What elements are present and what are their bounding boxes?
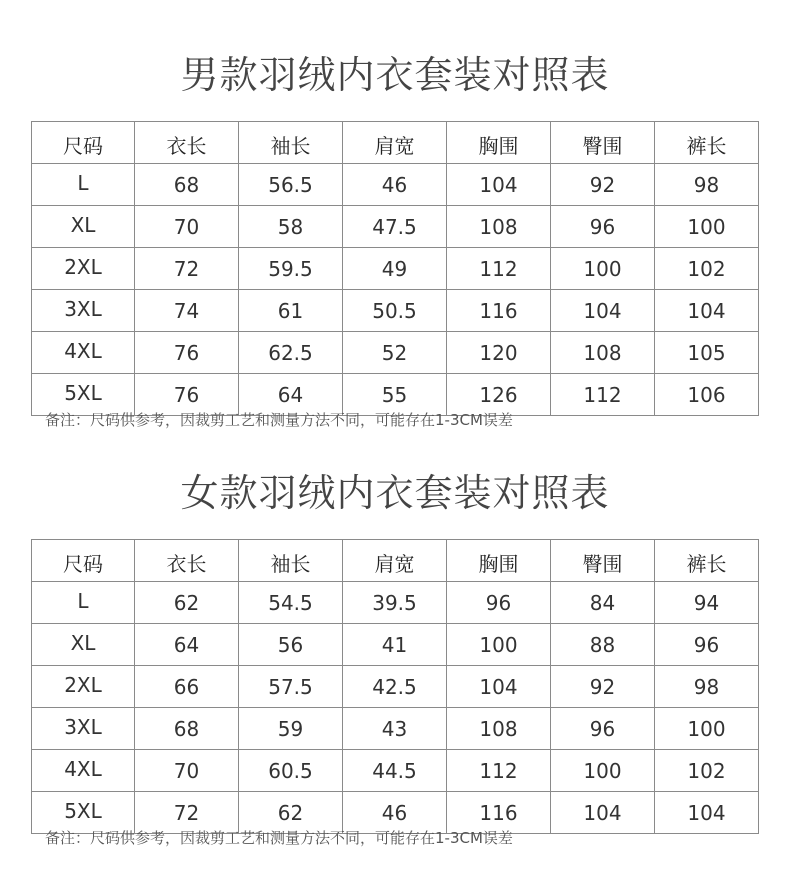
women-size-table xyxy=(31,539,759,834)
cell-shoulder: 47.5 xyxy=(343,206,447,248)
table-row xyxy=(32,332,759,374)
cell-pants-length: 102 xyxy=(655,248,759,290)
cell-sleeve: 60.5 xyxy=(239,750,343,792)
cell-chest: 100 xyxy=(447,624,551,666)
header-hip: 臀围 xyxy=(551,122,655,164)
cell-sleeve: 62.5 xyxy=(239,332,343,374)
cell-chest: 96 xyxy=(447,582,551,624)
table-row xyxy=(32,248,759,290)
header-hip: 臀围 xyxy=(551,540,655,582)
header-size: 尺码 xyxy=(32,540,135,582)
table-header-row xyxy=(32,122,759,164)
cell-sleeve: 57.5 xyxy=(239,666,343,708)
cell-shoulder: 41 xyxy=(343,624,447,666)
cell-chest: 120 xyxy=(447,332,551,374)
cell-shoulder: 46 xyxy=(343,792,447,834)
cell-length: 70 xyxy=(135,206,239,248)
cell-size: 5XL xyxy=(32,374,135,416)
table-row xyxy=(32,624,759,666)
cell-sleeve: 64 xyxy=(239,374,343,416)
cell-hip: 100 xyxy=(551,248,655,290)
cell-sleeve: 59.5 xyxy=(239,248,343,290)
cell-chest: 108 xyxy=(447,708,551,750)
cell-pants-length: 104 xyxy=(655,792,759,834)
cell-size: 4XL xyxy=(32,332,135,374)
table-row xyxy=(32,206,759,248)
cell-length: 76 xyxy=(135,332,239,374)
cell-pants-length: 98 xyxy=(655,164,759,206)
table-row xyxy=(32,750,759,792)
cell-sleeve: 54.5 xyxy=(239,582,343,624)
table-row xyxy=(32,582,759,624)
cell-shoulder: 55 xyxy=(343,374,447,416)
cell-chest: 116 xyxy=(447,792,551,834)
cell-size: XL xyxy=(32,206,135,248)
cell-hip: 88 xyxy=(551,624,655,666)
men-size-note: 备注：尺码供参考，因裁剪工艺和测量方法不同，可能存在1-3CM误差 xyxy=(45,411,513,429)
cell-length: 70 xyxy=(135,750,239,792)
cell-chest: 126 xyxy=(447,374,551,416)
cell-hip: 92 xyxy=(551,666,655,708)
header-chest: 胸围 xyxy=(447,540,551,582)
women-size-note: 备注：尺码供参考，因裁剪工艺和测量方法不同，可能存在1-3CM误差 xyxy=(45,829,513,847)
cell-pants-length: 102 xyxy=(655,750,759,792)
cell-chest: 112 xyxy=(447,248,551,290)
cell-hip: 104 xyxy=(551,792,655,834)
cell-length: 72 xyxy=(135,792,239,834)
cell-pants-length: 96 xyxy=(655,624,759,666)
cell-hip: 104 xyxy=(551,290,655,332)
cell-length: 62 xyxy=(135,582,239,624)
cell-shoulder: 49 xyxy=(343,248,447,290)
cell-shoulder: 52 xyxy=(343,332,447,374)
men-size-table xyxy=(31,121,759,416)
cell-shoulder: 50.5 xyxy=(343,290,447,332)
cell-length: 76 xyxy=(135,374,239,416)
cell-hip: 108 xyxy=(551,332,655,374)
cell-shoulder: 43 xyxy=(343,708,447,750)
cell-sleeve: 59 xyxy=(239,708,343,750)
cell-sleeve: 56 xyxy=(239,624,343,666)
cell-hip: 96 xyxy=(551,206,655,248)
cell-length: 74 xyxy=(135,290,239,332)
table-row xyxy=(32,708,759,750)
cell-chest: 104 xyxy=(447,666,551,708)
women-table-title: 女款羽绒内衣套装对照表 xyxy=(180,471,610,515)
cell-length: 68 xyxy=(135,164,239,206)
cell-hip: 100 xyxy=(551,750,655,792)
cell-pants-length: 98 xyxy=(655,666,759,708)
cell-size: L xyxy=(32,164,135,206)
header-sleeve: 袖长 xyxy=(239,540,343,582)
cell-pants-length: 104 xyxy=(655,290,759,332)
cell-size: 3XL xyxy=(32,708,135,750)
table-header-row xyxy=(32,540,759,582)
cell-shoulder: 39.5 xyxy=(343,582,447,624)
cell-chest: 108 xyxy=(447,206,551,248)
table-row xyxy=(32,666,759,708)
cell-chest: 112 xyxy=(447,750,551,792)
cell-length: 66 xyxy=(135,666,239,708)
cell-sleeve: 56.5 xyxy=(239,164,343,206)
cell-size: XL xyxy=(32,624,135,666)
cell-hip: 112 xyxy=(551,374,655,416)
cell-sleeve: 62 xyxy=(239,792,343,834)
cell-length: 64 xyxy=(135,624,239,666)
table-row xyxy=(32,164,759,206)
header-size: 尺码 xyxy=(32,122,135,164)
cell-size: 2XL xyxy=(32,666,135,708)
cell-hip: 96 xyxy=(551,708,655,750)
cell-hip: 92 xyxy=(551,164,655,206)
header-pants-length: 裤长 xyxy=(655,122,759,164)
cell-size: 3XL xyxy=(32,290,135,332)
cell-pants-length: 94 xyxy=(655,582,759,624)
cell-pants-length: 100 xyxy=(655,708,759,750)
cell-size: 4XL xyxy=(32,750,135,792)
header-pants-length: 裤长 xyxy=(655,540,759,582)
cell-sleeve: 58 xyxy=(239,206,343,248)
cell-size: 5XL xyxy=(32,792,135,834)
cell-size: 2XL xyxy=(32,248,135,290)
header-length: 衣长 xyxy=(135,122,239,164)
cell-shoulder: 42.5 xyxy=(343,666,447,708)
cell-pants-length: 100 xyxy=(655,206,759,248)
cell-hip: 84 xyxy=(551,582,655,624)
cell-pants-length: 105 xyxy=(655,332,759,374)
cell-length: 72 xyxy=(135,248,239,290)
table-row xyxy=(32,290,759,332)
cell-pants-length: 106 xyxy=(655,374,759,416)
cell-size: L xyxy=(32,582,135,624)
cell-chest: 116 xyxy=(447,290,551,332)
header-sleeve: 袖长 xyxy=(239,122,343,164)
header-shoulder: 肩宽 xyxy=(343,540,447,582)
cell-shoulder: 46 xyxy=(343,164,447,206)
header-length: 衣长 xyxy=(135,540,239,582)
men-table-title: 男款羽绒内衣套装对照表 xyxy=(180,53,610,97)
cell-chest: 104 xyxy=(447,164,551,206)
cell-length: 68 xyxy=(135,708,239,750)
header-chest: 胸围 xyxy=(447,122,551,164)
cell-shoulder: 44.5 xyxy=(343,750,447,792)
cell-sleeve: 61 xyxy=(239,290,343,332)
header-shoulder: 肩宽 xyxy=(343,122,447,164)
